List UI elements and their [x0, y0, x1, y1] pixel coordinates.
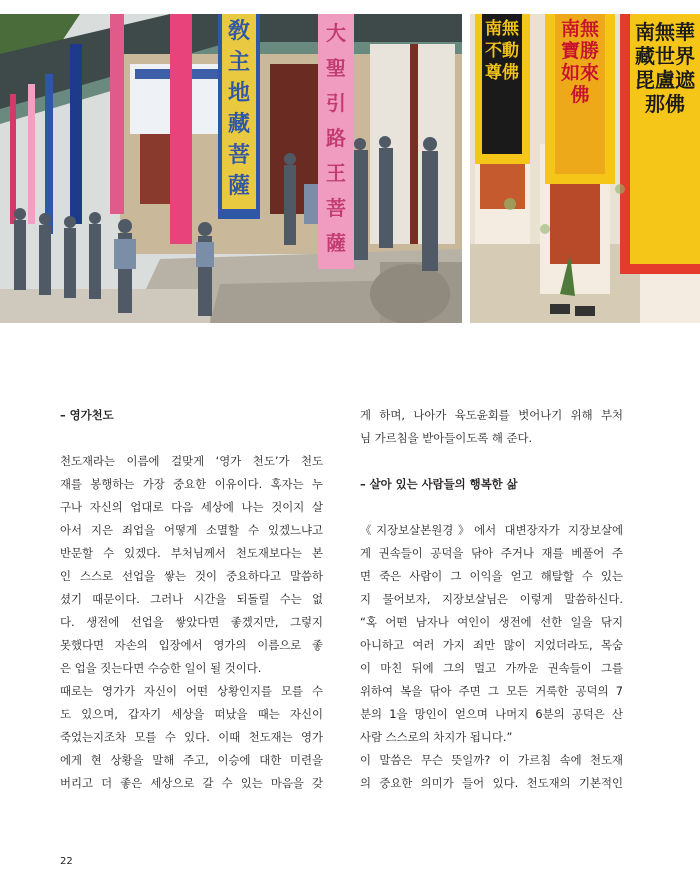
- paragraph-line: 셨기 때문이다. 그러나 시간을 되돌릴 수는 없: [60, 592, 323, 606]
- quote-line: 분의 1을 망인이 얻으며 나머지 6분의 공덕은 산: [360, 707, 623, 721]
- paragraph-line: 반문할 수 있겠다. 부처님께서 천도재보다는 본: [60, 546, 323, 560]
- section-heading-living-happiness: – 살아 있는 사람들의 행복한 삶: [360, 477, 518, 491]
- quote-line: 이 마친 뒤에 그의 멀고 가까운 권속들이 그를: [360, 661, 623, 675]
- ceremony-photo-left: [0, 14, 462, 323]
- paragraph-line: 천도재라는 이름에 걸맞게 ‘영가 천도’가 천도: [60, 454, 323, 468]
- paragraph-line: 때로는 영가가 자신이 어떤 상황인지를 모를 수: [60, 684, 323, 698]
- paragraph-line: 은 업을 짓는다면 수승한 일이 될 것이다.: [60, 661, 262, 675]
- quote-line: 사람 스스로의 차지가 됩니다.”: [360, 730, 513, 744]
- paragraph-line: 아서 지은 죄업을 어떻게 소멸할 수 있겠느냐고: [60, 523, 323, 537]
- section-heading-spirit-guidance: – 영가천도: [60, 408, 114, 422]
- paragraph-line: 게 권속들이 공덕을 닦아 주거나 재를 베풀어 주: [360, 546, 623, 560]
- paragraph-line: 죽었는지조차 모를 수 있다. 이때 천도재는 영가: [60, 730, 323, 744]
- paragraph-line: 게 하며, 나아가 육도윤회를 벗어나기 위해 부처: [360, 408, 623, 422]
- banner-bosung: 南無寶勝如來佛: [560, 18, 599, 106]
- paragraph-line: 인 스스로 선업을 쌓는 것이 중요하다고 말씀하: [60, 569, 323, 583]
- banner-inroyang: 大聖引路王菩薩: [326, 21, 346, 255]
- paragraph-line: 이 말씀은 무슨 뜻일까? 이 가르침 속에 천도재: [360, 753, 623, 767]
- banner-jijang: 敎主地藏菩薩: [227, 18, 250, 199]
- left-text-column: [60, 404, 323, 795]
- banner-birojana: 南無華藏世界毘盧遮那佛: [635, 20, 695, 116]
- paragraph-line: 도 있으며, 갑자기 세상을 떠났을 때는 자신이: [60, 707, 323, 721]
- quote-line: “혹 어떤 남자나 여인이 생전에 선한 일을 닦지: [360, 615, 623, 629]
- paragraph-line: 님 가르침을 받아들이도록 해 준다.: [360, 431, 533, 445]
- paragraph-line: 구나 자신의 업대로 다음 세상에 나는 것이지 살: [60, 500, 323, 514]
- paragraph-line: 《지장보살본원경》에서 대변장자가 지장보살에: [360, 523, 623, 537]
- ceremony-photo-right: [470, 14, 700, 323]
- paragraph-line: 에게 현 상황을 말해 주고, 이승에 대한 미련을: [60, 753, 323, 767]
- right-text-column: [360, 404, 623, 795]
- paragraph-line: 못했다면 자손의 입장에서 영가의 이름으로 좋: [60, 638, 323, 652]
- paragraph-line: 면 죽은 사람이 그 이익을 얻고 해탈할 수 있는: [360, 569, 623, 583]
- paragraph-line: 다. 생전에 선업을 쌓았다면 좋겠지만, 그렇지: [60, 615, 323, 629]
- paragraph-line: 버리고 더 좋은 세상으로 갈 수 있는 마음을 갖: [60, 776, 323, 790]
- page-number: 22: [60, 856, 73, 867]
- quote-line: 아니하고 여러 가지 죄만 많이 지었더라도, 목숨: [360, 638, 623, 652]
- paragraph-line: 지 물어보자, 지장보살님은 이렇게 말씀하신다.: [360, 592, 623, 606]
- paragraph-line: 의 중요한 의미가 들어 있다. 천도재의 기본적인: [360, 776, 623, 790]
- banner-budong: 南無不動尊佛: [485, 19, 519, 83]
- paragraph-line: 재를 봉행하는 가장 중요한 이유이다. 혹자는 누: [60, 477, 323, 491]
- quote-line: 위하여 복을 닦아 주면 그 모든 거룩한 공덕의 7: [360, 684, 623, 698]
